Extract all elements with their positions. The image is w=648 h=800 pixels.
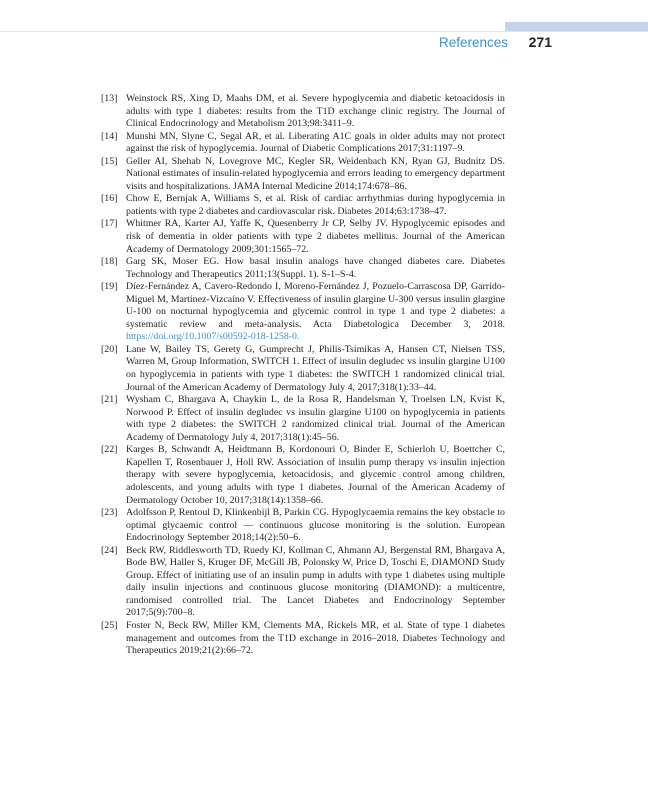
reference-text: Foster N, Beck RW, Miller KM, Clements MA, Rickels MR, et al. State of type 1 diabetes management and outcomes from the T1D exchange in 2016–2018. Diabetes Technology and Therapeutics 2019;21(2):66–72.	[126, 619, 505, 657]
reference-text: Geller AI, Shehab N, Lovegrove MC, Kegler SR, Weidenbach KN, Ryan GJ, Budnitz DS. National estimates of insulin-related hypoglycemia and errors leading to emergency department visits and hospitalizations. JAMA Internal Medicine 2014;174:678–86.	[126, 155, 505, 192]
reference-list	[101, 93, 505, 658]
reference-item	[101, 256, 505, 281]
reference-number: [21]	[101, 394, 118, 406]
reference-item	[101, 620, 505, 658]
reference-text: Lane W, Bailey TS, Gerety G, Gumprecht J, Philis-Tsimikas A, Hansen CT, Nielsen TSS, Warren M, Group Information, SWITCH 1. Effect of insulin degludec vs insulin glargine U100 on hypoglycemia in patients with type 1 diabetes: the SWITCH 1 randomized clinical trial. Journal of the American Academy of Dermatology July 4, 2017;318(1):33–44.	[126, 343, 505, 393]
running-section-title: References	[438, 35, 508, 50]
reference-item	[101, 444, 505, 507]
reference-number: [13]	[101, 93, 118, 104]
reference-item	[101, 93, 505, 131]
reference-item	[101, 545, 505, 620]
reference-number: [25]	[101, 619, 118, 631]
reference-number: [15]	[101, 155, 118, 167]
reference-text: Adolfsson P, Rentoul D, Klinkenbijl B, Parkin CG. Hypoglycaemia remains the key obstacle to optimal glycaemic control — continuous glucose monitoring is the solution. European Endocrinology September 2018;14(2):50–6.	[126, 507, 505, 544]
reference-text: Karges B, Schwandt A, Heidtmann B, Kordonouri O, Binder E, Schierloh U, Boettcher C, Kapellen T, Rosenbauer J, Holl RW. Association of insulin pump therapy vs insulin injection therapy with severe hypoglycemia, ketoacidosis, and glycemic control among children, adolescents, and young adults with type 1 diabetes. Journal of the American Academy of Dermatology October 10, 2017;318(14):1358–66.	[126, 444, 505, 506]
reference-text: Díez-Fernández A, Cavero-Redondo I, Moreno-Fernández J, Pozuelo-Carrascosa DP, Garrido-Miguel M, Martínez-Vizcaíno V. Effectiveness of insulin glargine U-300 versus insulin glargine U-100 on nocturnal hypoglycemia and glycemic control in type 1 and type 2 diabetes: a systematic review and meta-analysis. Acta Diabetologica December 3, 2018. https://doi.org/10.1007/s00592-018-1258-0.	[126, 281, 505, 343]
reference-item	[101, 193, 505, 218]
reference-item	[101, 281, 505, 344]
reference-text: Beck RW, Riddlesworth TD, Ruedy KJ, Kollman C, Ahmann AJ, Bergenstal RM, Bhargava A, Bode BW, Haller S, Kruger DF, McGill JB, Polonsky W, Price D, Toschi E, DIAMOND Study Group. Effect of initiating use of an insulin pump in adults with type 1 diabetes using multiple daily insulin injections and continuous glucose monitoring (DIAMOND): a multicentre, randomised controlled trial. The Lancet Diabetes and Endocrinology September 2017;5(9):700–8.	[126, 544, 505, 619]
reference-item	[101, 218, 505, 256]
reference-text: Munshi MN, Slyne C, Segal AR, et al. Liberating A1C goals in older adults may not protect against the risk of hypoglycemia. Journal of Diabetic Complications 2017;31:1197–9.	[126, 130, 505, 155]
reference-item	[101, 507, 505, 545]
reference-number: [19]	[101, 281, 118, 293]
reference-text: Whitmer RA, Karter AJ, Yaffe K, Quesenberry Jr CP, Selby JV. Hypoglycemic episodes and risk of dementia in older patients with type 2 diabetes mellitus. Journal of the American Academy of Dermatology 2009;301:1565–72.	[126, 218, 505, 255]
reference-text: Chow E, Bernjak A, Williams S, et al. Risk of cardiac arrhythmias during hypoglycemia in patients with type 2 diabetes and cardiovascular risk. Diabetes 2014;63:1738–47.	[126, 193, 505, 217]
reference-number: [22]	[101, 444, 118, 456]
doi-link[interactable]: https://doi.org/10.1007/s00592-018-1258-0.	[126, 331, 300, 343]
reference-number: [20]	[101, 343, 118, 355]
page-top-edge	[0, 31, 648, 32]
reference-text: Wysham C, Bhargava A, Chaykin L, de la Rosa R, Handelsman Y, Troelsen LN, Kvist K, Norwood P. Effect of insulin degludec vs insulin glargine U100 on hypoglycemia in patients with type 2 diabetes: the SWITCH 2 randomized clinical trial. Journal of the American Academy of Dermatology July 4, 2017;318(1):45–56.	[126, 394, 505, 443]
reference-number: [14]	[101, 130, 118, 142]
reference-number: [23]	[101, 507, 118, 519]
header-accent-bar	[505, 22, 648, 31]
reference-number: [24]	[101, 544, 118, 556]
reference-item	[101, 344, 505, 394]
reference-number: [17]	[101, 218, 118, 230]
reference-number: [18]	[101, 256, 118, 268]
reference-item	[101, 131, 505, 156]
reference-item	[101, 394, 505, 444]
page-number: 271	[528, 34, 552, 50]
reference-number: [16]	[101, 193, 118, 205]
reference-item	[101, 156, 505, 194]
running-header	[380, 34, 552, 52]
reference-text: Weinstock RS, Xing D, Maahs DM, et al. Severe hypoglycemia and diabetic ketoacidosis in adults with type 1 diabetes: results from the T1D exchange clinic registry. The Journal of Clinical Endocrinology and Metabolism 2013;98:3411–9.	[126, 93, 505, 130]
reference-text: Garg SK, Moser EG. How basal insulin analogs have changed diabetes care. Diabetes Technology and Therapeutics 2011;13(Suppl. 1). S-1–S-4.	[126, 256, 505, 280]
